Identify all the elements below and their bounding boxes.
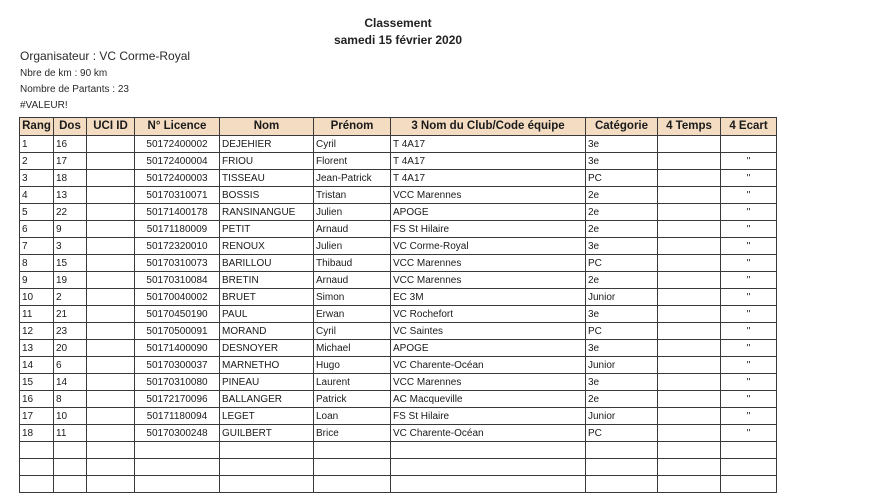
dos-cell: 14 [54, 374, 87, 391]
table-row [20, 391, 777, 408]
dos-cell: 18 [54, 170, 87, 187]
dos-cell: 16 [54, 136, 87, 153]
ecart-cell: " [721, 204, 777, 221]
dos-cell: 2 [54, 289, 87, 306]
prenom-cell: Hugo [314, 357, 391, 374]
temps-header: 4 Temps [658, 118, 721, 136]
licence-cell: 50172170096 [135, 391, 220, 408]
uci-id-cell [87, 408, 135, 425]
nom-cell: PAUL [220, 306, 314, 323]
ecart-cell: " [721, 170, 777, 187]
empty-row [20, 459, 777, 476]
categorie-cell: 3e [586, 136, 658, 153]
temps-cell [658, 357, 721, 374]
rang-cell: 2 [20, 153, 54, 170]
results-table [19, 117, 777, 493]
club-cell: T 4A17 [391, 170, 586, 187]
nom-cell: TISSEAU [220, 170, 314, 187]
dos-cell: 21 [54, 306, 87, 323]
ecart-cell: " [721, 238, 777, 255]
nom-cell: MARNETHO [220, 357, 314, 374]
rang-cell: 14 [20, 357, 54, 374]
rang-cell: 8 [20, 255, 54, 272]
rang-cell: 16 [20, 391, 54, 408]
prenom-cell: Florent [314, 153, 391, 170]
prenom-cell: Simon [314, 289, 391, 306]
uci-id-cell [87, 323, 135, 340]
rang-cell: 1 [20, 136, 54, 153]
table-row [20, 374, 777, 391]
rang-cell: 17 [20, 408, 54, 425]
licence-cell: 50170040002 [135, 289, 220, 306]
club-cell: T 4A17 [391, 153, 586, 170]
categorie-cell: 3e [586, 153, 658, 170]
categorie-cell: 3e [586, 238, 658, 255]
ecart-cell: " [721, 357, 777, 374]
dos-cell: 8 [54, 391, 87, 408]
error-value: #VALEUR! [20, 100, 68, 111]
temps-cell [658, 425, 721, 442]
empty-cell [391, 476, 586, 493]
empty-cell [54, 442, 87, 459]
nom-cell: DESNOYER [220, 340, 314, 357]
club-cell: FS St Hilaire [391, 221, 586, 238]
table-row [20, 187, 777, 204]
ecart-cell: " [721, 221, 777, 238]
licence-cell: 50170500091 [135, 323, 220, 340]
table-row [20, 289, 777, 306]
ecart-cell: " [721, 323, 777, 340]
uci-id-cell [87, 187, 135, 204]
prenom-cell: Julien [314, 238, 391, 255]
uci-id-cell [87, 391, 135, 408]
rang-cell: 3 [20, 170, 54, 187]
categorie-cell: 3e [586, 306, 658, 323]
uci-id-cell [87, 272, 135, 289]
empty-cell [87, 476, 135, 493]
licence-cell: 50170300248 [135, 425, 220, 442]
licence-cell: 50170310073 [135, 255, 220, 272]
nom-cell: RANSINANGUE [220, 204, 314, 221]
empty-cell [586, 476, 658, 493]
empty-cell [658, 442, 721, 459]
uci-id-cell [87, 221, 135, 238]
licence-cell: 50172320010 [135, 238, 220, 255]
empty-cell [586, 459, 658, 476]
uci-id-cell [87, 340, 135, 357]
temps-cell [658, 272, 721, 289]
nom-cell: BALLANGER [220, 391, 314, 408]
temps-cell [658, 136, 721, 153]
table-row [20, 136, 777, 153]
ecart-cell: " [721, 255, 777, 272]
categorie-cell: 3e [586, 374, 658, 391]
club-cell: T 4A17 [391, 136, 586, 153]
empty-cell [721, 459, 777, 476]
categorie-cell: Junior [586, 289, 658, 306]
empty-cell [87, 459, 135, 476]
nom-cell: BOSSIS [220, 187, 314, 204]
empty-cell [586, 442, 658, 459]
rang-cell: 13 [20, 340, 54, 357]
club-cell: AC Macqueville [391, 391, 586, 408]
licence-cell: 50172400002 [135, 136, 220, 153]
rang-cell: 5 [20, 204, 54, 221]
nom-cell: FRIOU [220, 153, 314, 170]
rang-header: Rang [20, 118, 54, 136]
temps-cell [658, 238, 721, 255]
licence-cell: 50171400090 [135, 340, 220, 357]
club-cell: VC Rochefort [391, 306, 586, 323]
categorie-cell: 3e [586, 340, 658, 357]
nom-cell: PINEAU [220, 374, 314, 391]
dos-cell: 10 [54, 408, 87, 425]
empty-cell [314, 442, 391, 459]
table-row [20, 340, 777, 357]
uci-id-cell [87, 357, 135, 374]
licence-cell: 50172400003 [135, 170, 220, 187]
licence-header: N° Licence [135, 118, 220, 136]
empty-cell [220, 442, 314, 459]
prenom-cell: Cyril [314, 323, 391, 340]
dos-cell: 20 [54, 340, 87, 357]
rang-cell: 18 [20, 425, 54, 442]
table-row [20, 272, 777, 289]
club-cell: VC Charente-Océan [391, 425, 586, 442]
empty-cell [721, 442, 777, 459]
uci-id-cell [87, 238, 135, 255]
prenom-cell: Thibaud [314, 255, 391, 272]
dos-cell: 6 [54, 357, 87, 374]
dos-cell: 23 [54, 323, 87, 340]
categorie-cell: PC [586, 323, 658, 340]
empty-cell [87, 442, 135, 459]
table-row [20, 238, 777, 255]
categorie-cell: 2e [586, 272, 658, 289]
table-row [20, 170, 777, 187]
ecart-cell: " [721, 272, 777, 289]
licence-cell: 50171180009 [135, 221, 220, 238]
nom-cell: PETIT [220, 221, 314, 238]
dos-cell: 9 [54, 221, 87, 238]
prenom-cell: Arnaud [314, 221, 391, 238]
rang-cell: 9 [20, 272, 54, 289]
prenom-cell: Tristan [314, 187, 391, 204]
rang-cell: 4 [20, 187, 54, 204]
categorie-cell: 2e [586, 221, 658, 238]
ecart-cell: " [721, 408, 777, 425]
rang-cell: 7 [20, 238, 54, 255]
club-cell: VCC Marennes [391, 255, 586, 272]
empty-cell [721, 476, 777, 493]
distance-line: Nbre de km : 90 km [20, 68, 108, 79]
empty-cell [20, 476, 54, 493]
ecart-cell: " [721, 425, 777, 442]
ecart-cell: " [721, 391, 777, 408]
empty-cell [135, 476, 220, 493]
temps-cell [658, 289, 721, 306]
uci-id-cell [87, 374, 135, 391]
temps-cell [658, 187, 721, 204]
table-row [20, 357, 777, 374]
nom-cell: MORAND [220, 323, 314, 340]
empty-cell [220, 459, 314, 476]
empty-cell [135, 459, 220, 476]
table-row [20, 204, 777, 221]
prenom-header: Prénom [314, 118, 391, 136]
club-cell: VCC Marennes [391, 374, 586, 391]
ecart-cell: " [721, 289, 777, 306]
prenom-cell: Patrick [314, 391, 391, 408]
ecart-cell: " [721, 153, 777, 170]
uci-id-cell [87, 136, 135, 153]
empty-cell [20, 442, 54, 459]
nom-cell: GUILBERT [220, 425, 314, 442]
temps-cell [658, 340, 721, 357]
uci-id-cell [87, 306, 135, 323]
categorie-cell: 2e [586, 187, 658, 204]
nom-cell: BRUET [220, 289, 314, 306]
table-row [20, 408, 777, 425]
document-date: samedi 15 février 2020 [333, 33, 463, 47]
table-row [20, 153, 777, 170]
licence-cell: 50170310084 [135, 272, 220, 289]
categorie-cell: 2e [586, 391, 658, 408]
categorie-cell: Junior [586, 408, 658, 425]
dos-cell: 19 [54, 272, 87, 289]
document-title: Classement [364, 16, 432, 30]
ecart-cell: " [721, 187, 777, 204]
club-cell: VC Corme-Royal [391, 238, 586, 255]
nom-cell: BARILLOU [220, 255, 314, 272]
uci-id-cell [87, 170, 135, 187]
temps-cell [658, 170, 721, 187]
uci-id-cell [87, 425, 135, 442]
rang-cell: 11 [20, 306, 54, 323]
temps-cell [658, 391, 721, 408]
prenom-cell: Jean-Patrick [314, 170, 391, 187]
empty-cell [391, 459, 586, 476]
dos-cell: 15 [54, 255, 87, 272]
starters-line: Nombre de Partants : 23 [20, 84, 129, 95]
dos-cell: 11 [54, 425, 87, 442]
rang-cell: 10 [20, 289, 54, 306]
dos-cell: 22 [54, 204, 87, 221]
temps-cell [658, 255, 721, 272]
temps-cell [658, 408, 721, 425]
categorie-header: Catégorie [586, 118, 658, 136]
licence-cell: 50172400004 [135, 153, 220, 170]
nom-cell: BRETIN [220, 272, 314, 289]
ecart-cell [721, 136, 777, 153]
empty-cell [220, 476, 314, 493]
club-cell: EC 3M [391, 289, 586, 306]
nom-header: Nom [220, 118, 314, 136]
categorie-cell: PC [586, 170, 658, 187]
temps-cell [658, 374, 721, 391]
prenom-cell: Julien [314, 204, 391, 221]
temps-cell [658, 323, 721, 340]
prenom-cell: Arnaud [314, 272, 391, 289]
categorie-cell: PC [586, 425, 658, 442]
nom-cell: DEJEHIER [220, 136, 314, 153]
prenom-cell: Michael [314, 340, 391, 357]
dos-cell: 17 [54, 153, 87, 170]
temps-cell [658, 153, 721, 170]
uci-id-cell [87, 153, 135, 170]
empty-cell [135, 442, 220, 459]
prenom-cell: Erwan [314, 306, 391, 323]
empty-cell [658, 476, 721, 493]
club-header: 3 Nom du Club/Code équipe [391, 118, 586, 136]
licence-cell: 50170310071 [135, 187, 220, 204]
table-row [20, 306, 777, 323]
temps-cell [658, 204, 721, 221]
rang-cell: 15 [20, 374, 54, 391]
table-row [20, 221, 777, 238]
uci-id-cell [87, 255, 135, 272]
empty-cell [314, 459, 391, 476]
table-row [20, 323, 777, 340]
dos-cell: 13 [54, 187, 87, 204]
uci-id-cell [87, 204, 135, 221]
club-cell: VCC Marennes [391, 272, 586, 289]
rang-cell: 12 [20, 323, 54, 340]
empty-cell [391, 442, 586, 459]
header-row [20, 118, 777, 136]
licence-cell: 50171400178 [135, 204, 220, 221]
temps-cell [658, 221, 721, 238]
empty-cell [658, 459, 721, 476]
categorie-cell: PC [586, 255, 658, 272]
empty-cell [54, 459, 87, 476]
empty-cell [54, 476, 87, 493]
club-cell: FS St Hilaire [391, 408, 586, 425]
organizer-line: Organisateur : VC Corme-Royal [20, 49, 191, 63]
club-cell: APOGE [391, 340, 586, 357]
temps-cell [658, 306, 721, 323]
ecart-header: 4 Ecart [721, 118, 777, 136]
licence-cell: 50171180094 [135, 408, 220, 425]
prenom-cell: Cyril [314, 136, 391, 153]
ecart-cell: " [721, 306, 777, 323]
rang-cell: 6 [20, 221, 54, 238]
dos-header: Dos [54, 118, 87, 136]
table-row [20, 255, 777, 272]
empty-cell [314, 476, 391, 493]
results-body [20, 136, 777, 493]
uci-id-cell [87, 289, 135, 306]
empty-cell [20, 459, 54, 476]
club-cell: VC Charente-Océan [391, 357, 586, 374]
club-cell: APOGE [391, 204, 586, 221]
categorie-cell: 2e [586, 204, 658, 221]
prenom-cell: Brice [314, 425, 391, 442]
dos-cell: 3 [54, 238, 87, 255]
ecart-cell: " [721, 340, 777, 357]
prenom-cell: Loan [314, 408, 391, 425]
licence-cell: 50170310080 [135, 374, 220, 391]
nom-cell: RENOUX [220, 238, 314, 255]
uci-id-header: UCI ID [87, 118, 135, 136]
club-cell: VC Saintes [391, 323, 586, 340]
licence-cell: 50170300037 [135, 357, 220, 374]
licence-cell: 50170450190 [135, 306, 220, 323]
empty-row [20, 476, 777, 493]
categorie-cell: Junior [586, 357, 658, 374]
empty-row [20, 442, 777, 459]
ecart-cell: " [721, 374, 777, 391]
club-cell: VCC Marennes [391, 187, 586, 204]
table-row [20, 425, 777, 442]
prenom-cell: Laurent [314, 374, 391, 391]
nom-cell: LEGET [220, 408, 314, 425]
